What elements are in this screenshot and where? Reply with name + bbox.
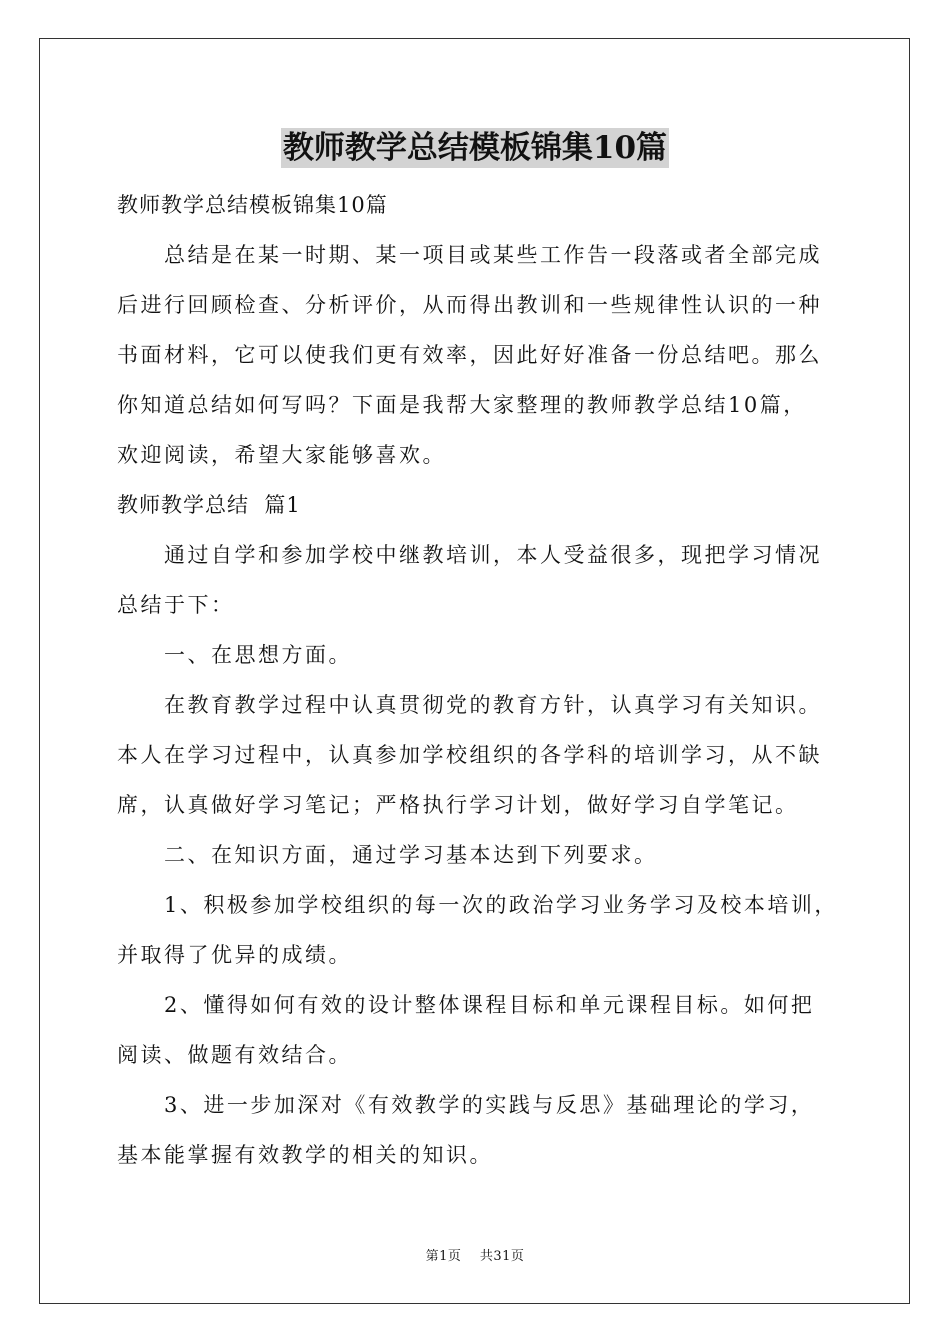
paragraph-line: 3、进一步加深对《有效教学的实践与反思》基础理论的学习， (164, 1093, 815, 1117)
document-body (117, 180, 838, 1180)
paragraph-line: 一、在思想方面。 (164, 643, 352, 667)
page-footer (0, 1247, 950, 1267)
paragraph-line: 1、积极参加学校组织的每一次的政治学习业务学习及校本培训， (164, 893, 838, 917)
paragraph-line: 2、懂得如何有效的设计整体课程目标和单元课程目标。如何把 (164, 993, 815, 1017)
paragraph-line: 总结是在某一时期、某一项目或某些工作告一段落或者全部完成 (164, 243, 822, 267)
paragraph-line: 通过自学和参加学校中继教培训，本人受益很多，现把学习情况 (164, 543, 822, 567)
paragraph-line: 总结于下： (117, 593, 235, 617)
paragraph-line: 本人在学习过程中，认真参加学校组织的各学科的培训学习，从不缺 (117, 743, 822, 767)
document-title: 教师教学总结模板锦集10篇 (282, 130, 668, 166)
paragraph-line: 阅读、做题有效结合。 (117, 1043, 352, 1067)
paragraph-line: 你知道总结如何写吗？下面是我帮大家整理的教师教学总结10篇， (117, 393, 807, 417)
paragraph-line: 欢迎阅读，希望大家能够喜欢。 (117, 443, 446, 467)
paragraph-line: 后进行回顾检查、分析评价，从而得出教训和一些规律性认识的一种 (117, 293, 822, 317)
paragraph-line: 席，认真做好学习笔记；严格执行学习计划，做好学习自学笔记。 (117, 793, 799, 817)
page-number: 第1页 共31页 (425, 1249, 525, 1264)
paragraph-line: 并取得了优异的成绩。 (117, 943, 352, 967)
title-area (0, 128, 950, 168)
section-heading: 教师教学总结 篇1 (117, 493, 301, 517)
paragraph-line: 书面材料，它可以使我们更有效率，因此好好准备一份总结吧。那么 (117, 343, 822, 367)
paragraph-line: 二、在知识方面，通过学习基本达到下列要求。 (164, 843, 658, 867)
subtitle-line: 教师教学总结模板锦集10篇 (117, 193, 388, 217)
paragraph-line: 基本能掌握有效教学的相关的知识。 (117, 1143, 493, 1167)
paragraph-line: 在教育教学过程中认真贯彻党的教育方针，认真学习有关知识。 (164, 693, 822, 717)
